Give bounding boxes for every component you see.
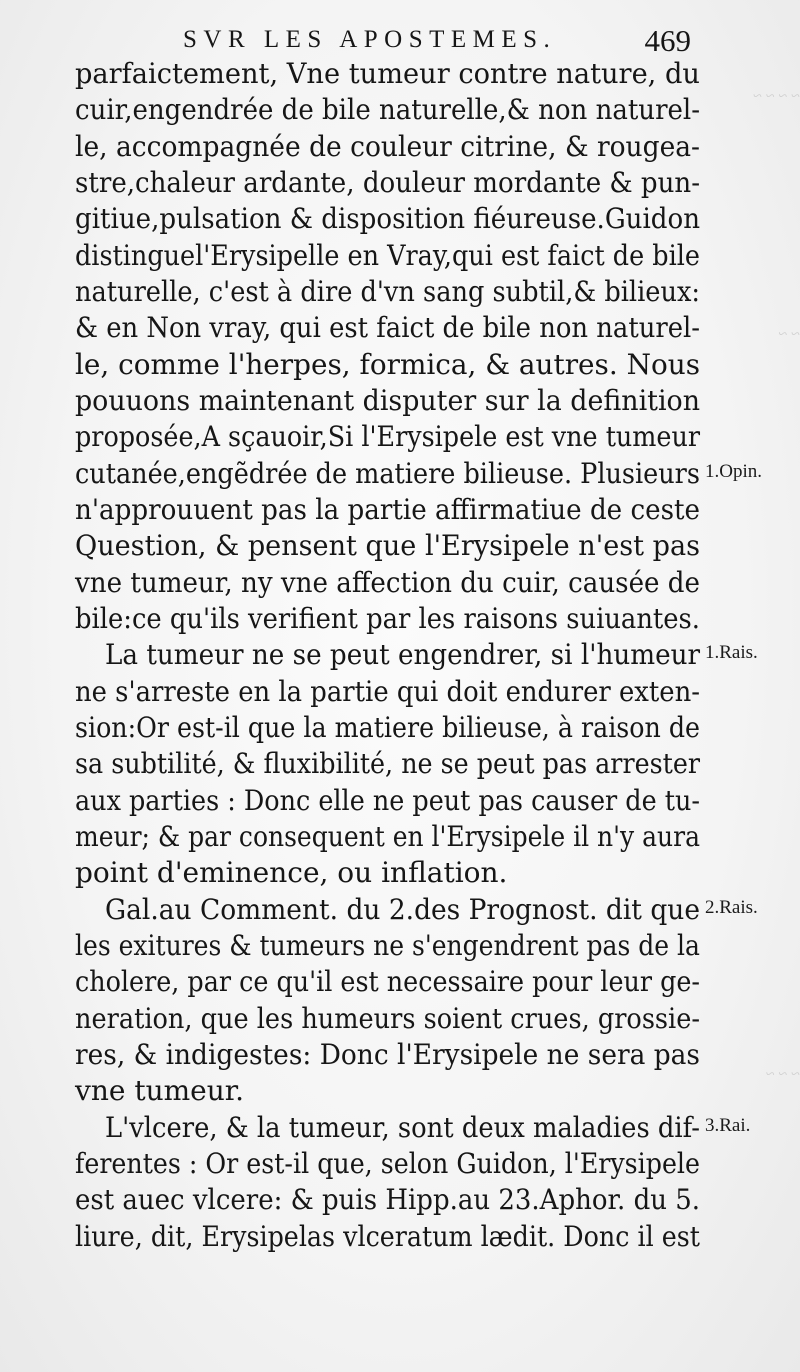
body-text (75, 56, 700, 1255)
text-line (75, 746, 700, 782)
line-text: gitiue,pulsation & disposition fiéureuse.Guidon (75, 202, 700, 236)
line-text: res, & indigestes: Donc l'Erysipele ne sera pas (75, 1037, 701, 1071)
text-line (75, 964, 700, 1000)
line-text: cholere, par ce qu'il est necessaire pour leur ge- (75, 965, 700, 999)
line-text: proposée,A sçauoir,Si l'Erysipele est vne tumeur (75, 420, 700, 454)
line-text: est auec vlcere: & puis Hipp.au 23.Aphor. du 5. (75, 1183, 701, 1217)
show-through-smudge: ~ ~ (778, 326, 800, 343)
line-text: L'vlcere, & la tumeur, sont deux maladies dif- (105, 1110, 700, 1144)
text-line (75, 637, 700, 673)
text-line (75, 238, 700, 274)
margin-note: 3.Rai. (705, 1114, 751, 1136)
line-text: vne tumeur. (75, 1074, 244, 1108)
text-line (75, 928, 700, 964)
line-text: & en Non vray, qui est faict de bile non naturel- (75, 311, 701, 345)
text-line (75, 92, 700, 128)
line-text: distinguel'Erysipelle en Vray,qui est faict de bile (75, 238, 700, 272)
text-line (75, 710, 700, 746)
text-line (75, 201, 700, 237)
text-line (75, 310, 700, 346)
text-line (75, 819, 700, 855)
line-text: les exitures & tumeurs ne s'engendrent pas de la (75, 928, 700, 962)
line-text: bile:ce qu'ils verifient par les raisons suiuantes. (75, 601, 700, 635)
line-text: Gal.au Comment. du 2.des Prognost. dit que (105, 892, 700, 926)
line-text: stre,chaleur ardante, douleur mordante & pun- (75, 165, 701, 199)
line-text: aux parties : Donc elle ne peut pas causer de tu- (75, 783, 700, 817)
show-through-smudge: ~ ~ ~ ~ (753, 88, 800, 105)
line-text: La tumeur ne se peut engendrer, si l'humeur (105, 638, 700, 672)
text-line (75, 1219, 700, 1255)
text-line (75, 855, 700, 891)
margin-note: 1.Opin. (705, 460, 762, 482)
text-line (75, 456, 700, 492)
text-line (75, 601, 700, 637)
text-line (75, 1037, 700, 1073)
text-line (75, 1001, 700, 1037)
text-line (75, 1146, 700, 1182)
running-title: SVR LES APOSTEMES. (183, 26, 557, 53)
text-line (75, 274, 700, 310)
line-text: le, accompagnée de couleur citrine, & rougea- (75, 129, 701, 163)
line-text: ne s'arreste en la partie qui doit endurer exten- (75, 674, 700, 708)
page-number: 469 (644, 23, 691, 58)
line-text: neration, que les humeurs soient crues, grossie- (75, 1001, 701, 1035)
text-line (75, 1182, 700, 1218)
margin-note: 1.Rais. (705, 642, 758, 664)
line-text: sion:Or est-il que la matiere bilieuse, à raison de (75, 710, 701, 744)
text-line (75, 528, 700, 564)
line-text: liure, dit, Erysipelas vlceratum lædit. Donc il est (75, 1219, 700, 1253)
text-line (75, 383, 700, 419)
line-text: naturelle, c'est à dire d'vn sang subtil,& bilieux: (75, 274, 701, 308)
text-line (75, 1073, 700, 1109)
text-line (75, 674, 700, 710)
text-line (75, 347, 700, 383)
line-text: ferentes : Or est-il que, selon Guidon, l'Erysipele (75, 1146, 701, 1180)
text-line (75, 565, 700, 601)
line-text: n'approuuent pas la partie affirmatiue de ceste (75, 492, 701, 526)
line-text: vne tumeur, ny vne affection du cuir, causée de (75, 565, 700, 599)
line-text: Question, & pensent que l'Erysipele n'est pas (75, 529, 701, 563)
text-line (75, 56, 700, 92)
running-head (183, 22, 703, 56)
text-line (75, 129, 700, 165)
line-text: meur; & par consequent en l'Erysipele il n'y aura (75, 819, 700, 853)
line-text: sa subtilité, & fluxibilité, ne se peut pas arrester (75, 747, 701, 781)
text-line (75, 165, 700, 201)
line-text: parfaictement, Vne tumeur contre nature, du (75, 57, 700, 90)
margin-note: 2.Rais. (705, 896, 758, 918)
line-text: cuir,engendrée de bile naturelle,& non naturel- (75, 93, 701, 127)
text-line (75, 1110, 700, 1146)
text-line (75, 419, 700, 455)
line-text: point d'eminence, ou inflation. (75, 856, 508, 890)
line-text: le, comme l'herpes, formica, & autres. Nous (75, 347, 701, 381)
line-text: cutanée,engẽdrée de matiere bilieuse. Plusieurs (75, 456, 700, 490)
line-text: pouuons maintenant disputer sur la definition (75, 383, 700, 417)
text-line (75, 492, 700, 528)
text-line (75, 892, 700, 928)
show-through-smudge: ~ ~ ~ (766, 1066, 800, 1083)
text-line (75, 783, 700, 819)
